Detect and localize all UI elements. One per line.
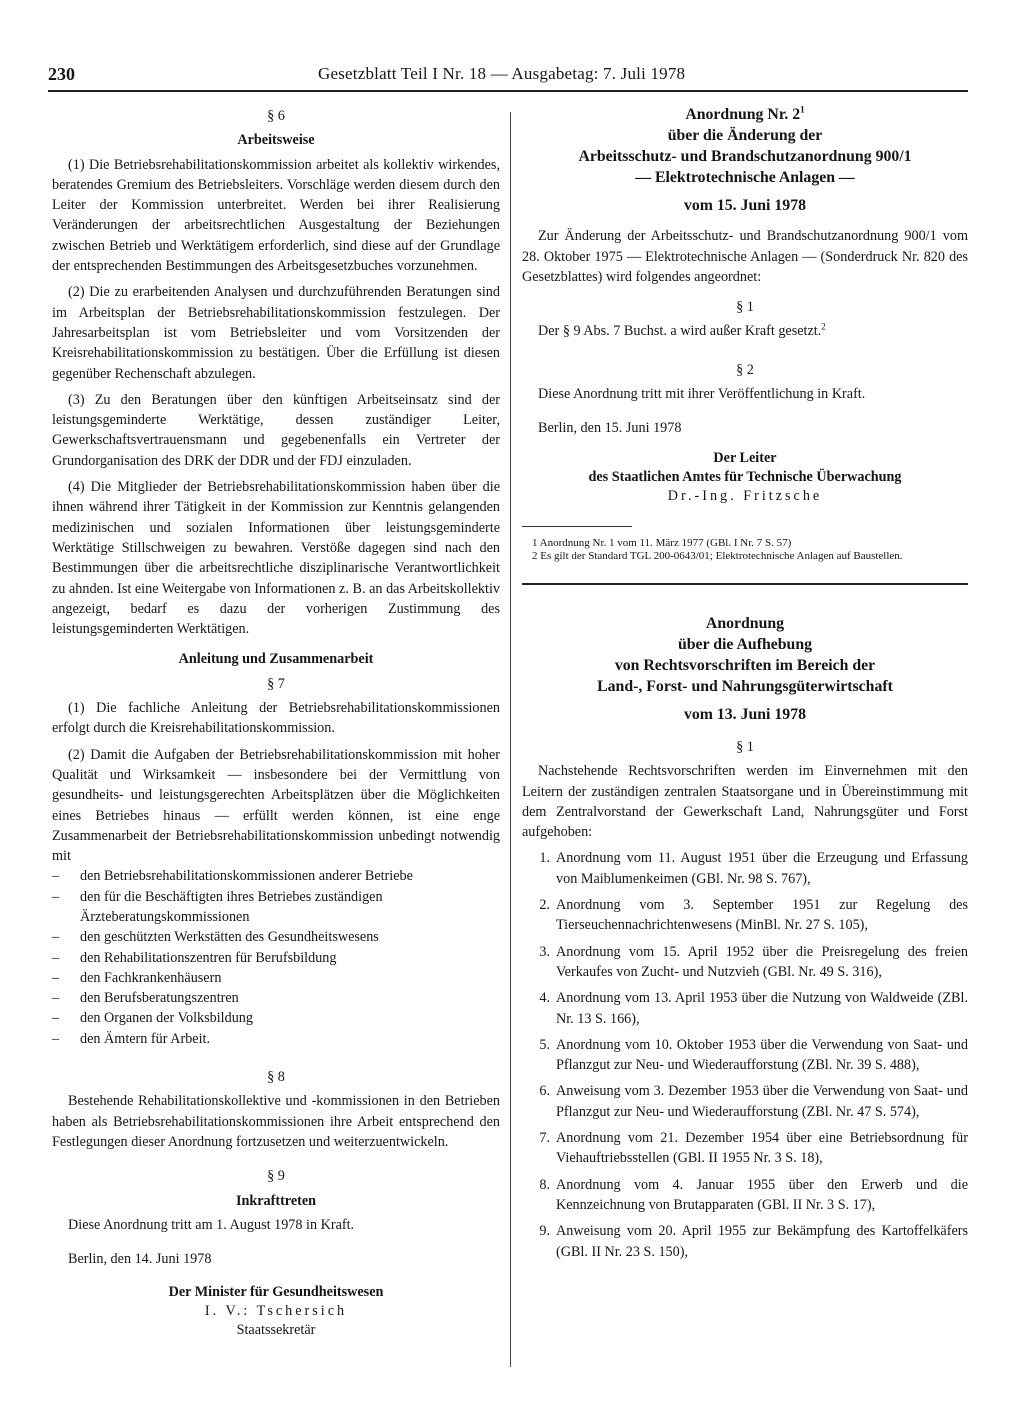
signature-name: I. V.: Tschersich (204, 1303, 348, 1320)
section-8-para-1: Bestehende Rehabilitationskollektive und -kommissionen in den Betrieben haben als Betriebsrehabilitationskommissionen ihre Arbeit entsprechend den Festlegungen dieser Anordnung fortzusetzen und weiterzuentwickeln. (52, 1093, 500, 1150)
section-6-title: Arbeitsweise (237, 132, 315, 149)
footnote-1: 1 Anordnung Nr. 1 vom 11. März 1977 (GBl. I Nr. 7 S. 57) (532, 536, 792, 549)
section-6-para-3: (3) Zu den Beratungen über den künftigen Arbeitseinsatz sind der leistungsgeminderte Werktätige, dessen zuständiger Leiter, Gewerkschaftsvertrauensmann und gegebenenfalls ein Vertreter der Grundorganisation des DRK der DDR und der FDJ einzuladen. (52, 391, 500, 469)
ordinance-2-title-line-2: über die Änderung der (667, 127, 823, 144)
cooperation-list (52, 866, 500, 1049)
list-item: 9. Anweisung vom 20. April 1955 zur Bekämpfung des Kartoffelkäfers (GBl. II Nr. 23 S. 150), (539, 1223, 968, 1260)
section-7-para-1: (1) Die fachliche Anleitung der Betriebsrehabilitationskommissionen erfolgt durch die Kreisrehabilitationskommission. (52, 700, 500, 737)
list-item: – den für die Beschäftigten ihres Betriebes zuständigen Ärzteberatungskommissionen (52, 887, 500, 928)
section-7-number: § 7 (267, 675, 285, 692)
list-item: – den Organen der Volksbildung (52, 1008, 500, 1028)
list-item: – den Fachkrankenhäusern (52, 968, 500, 988)
signature-organisation: Der Minister für Gesundheitswesen (168, 1284, 384, 1301)
running-head: Gesetzblatt Teil I Nr. 18 — Ausgabetag: 7. Juli 1978 (318, 64, 686, 83)
ordinance-3-date: vom 13. Juni 1978 (683, 705, 806, 723)
ordinance-3-title-line-1: Anordnung (705, 614, 785, 632)
list-item: – den Berufsberatungszentren (52, 988, 500, 1008)
ordinance-2-section-1-number: § 1 (736, 299, 754, 316)
section-9-number: § 9 (267, 1168, 285, 1185)
list-item: – den geschützten Werkstätten des Gesundheitswesens (52, 927, 500, 947)
section-divider (522, 583, 968, 585)
ordinance-3-title-line-2: über die Aufhebung (677, 635, 813, 653)
footnote-ref-1: 1 (800, 104, 805, 115)
page-number: 230 (48, 64, 75, 84)
ordinance-2-title (522, 104, 968, 188)
repealed-regulations-list (522, 848, 968, 1261)
ordinance-2-title-line-1: Anordnung Nr. 2 (685, 106, 801, 123)
list-item: 5. Anordnung vom 10. Oktober 1953 über die Verwendung von Saat- und Pflanzgut zur Neu- und Wiederaufforstung (ZBl. Nr. 39 S. 488), (539, 1036, 968, 1074)
list-item: 1. Anordnung vom 11. August 1951 über die Erzeugung und Erfassung von Maiblumenkeimen (GBl. Nr. 98 S. 767), (539, 850, 968, 887)
ordinance-2-section-1-text: Der § 9 Abs. 7 Buchst. a wird außer Kraft gesetzt.$^2$ (538, 321, 826, 340)
ordinance-2-intro: Zur Änderung der Arbeitsschutz- und Brandschutzanordnung 900/1 vom 28. Oktober 1975 — Elektrotechnische Anlagen — (Sonderdruck Nr. 820 des Gesetzblattes) wird folgendes angeordnet: (522, 228, 968, 285)
footnote-ref-2: 2 (821, 321, 826, 332)
ordinance-3-title-line-4: Land-, Forst- und Nahrungsgüterwirtschaft (597, 677, 893, 695)
section-6-number: § 6 (267, 108, 285, 124)
section-6-para-2: (2) Die zu erarbeitenden Analysen und durchzuführenden Beratungen sind im Arbeitsplan der Betriebsrehabilitationskommission festzulegen. Der Jahresarbeitsplan ist vom Betriebsleiter und vom Vorsitzenden der Kreisrehabilitationskommission zu bestätigen. Über die Erfüllung ist diesen gegenüber Rechenschaft abzulegen. (52, 284, 500, 382)
ordinance-2-place-date: Berlin, den 15. Juni 1978 (538, 420, 682, 437)
column-divider (510, 112, 511, 1367)
ordinance-2-title-line-3: Arbeitsschutz- und Brandschutzanordnung 900/1 (578, 148, 912, 165)
section-9-para-1: Diese Anordnung tritt am 1. August 1978 in Kraft. (68, 1216, 355, 1233)
ordinance-3-title-line-3: von Rechtsvorschriften im Bereich der (614, 656, 876, 674)
ordinance-2-signature-line-1: Der Leiter (713, 449, 777, 466)
signature-role: Staatssekretär (236, 1322, 316, 1339)
list-item: 7. Anordnung vom 21. Dezember 1954 über eine Betriebsordnung für Viehauftriebsstellen (GBl. II 1955 Nr. 3 S. 18), (539, 1130, 968, 1167)
list-item: – den Betriebsrehabilitationskommissionen anderer Betriebe (52, 866, 500, 886)
section-7-title: Anleitung und Zusammenarbeit (178, 651, 374, 668)
list-item: 3. Anordnung vom 15. April 1952 über die Preisregelung des freien Verkaufes von Zucht- und Nutzvieh (GBl. Nr. 49 S. 316), (539, 943, 968, 980)
right-column (522, 104, 968, 1268)
ordinance-3-title (522, 613, 968, 697)
section-7-para-2: (2) Damit die Aufgaben der Betriebsrehabilitationskommission mit hoher Qualität und Wirksamkeit — insbesondere bei der Vermittlung von gesundheits- und leistungsgerechten Arbeitsplätzen über die Möglichkeiten eines Betriebes hinaus — erfüllt werden können, ist eine enge Zusammenarbeit der Betriebsrehabilitationskommission unbedingt notwendig mit (52, 746, 500, 865)
place-date: Berlin, den 14. Juni 1978 (68, 1251, 212, 1268)
section-6-para-1: (1) Die Betriebsrehabilitationskommission arbeitet als kollektiv wirkendes, beratendes Gremium des Betriebsleiters. Vorschläge werden diesem durch den Leiter der Kommission unterbreitet. Werden bei ihrer Realisierung Veränderungen der arbeitsrechtlichen Ausgestaltung der Beziehungen zwischen Betrieb und Werktätigem erforderlich, sind diese auf der Grundlage der entsprechenden Bestimmungen des Arbeitsgesetzbuches vorzunehmen. (52, 156, 500, 275)
ordinance-3-intro: Nachstehende Rechtsvorschriften werden im Einvernehmen mit den Leitern der zuständigen zentralen Staatsorgane und in Übereinstimmung mit dem Zentralvorstand der Gewerkschaft Land, Nahrungsgüter und Forst aufgehoben: (522, 763, 968, 841)
ordinance-2-signature-line-2: des Staatlichen Amtes für Technische Überwachung (588, 468, 902, 485)
ordinance-2-section-2-number: § 2 (736, 361, 754, 378)
list-item: 8. Anordnung vom 4. Januar 1955 über den Erwerb und die Kennzeichnung von Brutapparaten (GBl. II Nr. 3 S. 17), (539, 1176, 968, 1213)
page-header (48, 62, 968, 86)
ordinance-2-date: vom 15. Juni 1978 (683, 197, 806, 214)
footnotes (522, 537, 968, 563)
left-column (52, 104, 500, 1340)
header-rule (48, 90, 968, 92)
ordinance-2-signature-name: Dr.-Ing. Fritzsche (667, 487, 823, 504)
ordinance-2-title-line-4: — Elektrotechnische Anlagen — (635, 169, 855, 186)
ordinance-2-section-2-text: Diese Anordnung tritt mit ihrer Veröffentlichung in Kraft. (538, 386, 866, 403)
ordinance-3-section-1-number: § 1 (736, 738, 754, 755)
footnote-2: 2 Es gilt der Standard TGL 200-0643/01; Elektrotechnische Anlagen auf Baustellen. (532, 549, 903, 562)
section-6-para-4: (4) Die Mitglieder der Betriebsrehabilitationskommission haben über die ihnen während ihrer Tätigkeit in der Kommission zur Kenntnis gelangenden medizinischen und sozialen Informationen über leistungsgeminderte Werktätige Stillschweigen zu bewahren. Verstöße dagegen sind nach den Bestimmungen über die arbeitsrechtliche disziplinarische Verantwortlichkeit zu ahnden. Ist eine Weitergabe von Informationen z. B. an das Arbeitskollektiv angezeigt, bedarf es dazu der vorherigen Zustimmung des leistungsgeminderten Werktätigen. (52, 479, 500, 638)
list-item: 2. Anordnung vom 3. September 1951 zur Regelung des Tierseuchennachrichtenwesens (MinBl. Nr. 27 S. 105), (539, 897, 968, 934)
footnote-rule (522, 526, 632, 527)
section-8-number: § 8 (267, 1069, 285, 1086)
section-9-title: Inkrafttreten (235, 1192, 317, 1209)
list-item: 4. Anordnung vom 13. April 1953 über die Nutzung von Waldweide (ZBl. Nr. 13 S. 166), (539, 990, 968, 1027)
list-item: – den Rehabilitationszentren für Berufsbildung (52, 948, 500, 968)
list-item: – den Ämtern für Arbeit. (52, 1029, 500, 1049)
list-item: 6. Anweisung vom 3. Dezember 1953 über die Verwendung von Saat- und Pflanzgut zur Neu- und Wiederaufforstung (ZBl. Nr. 47 S. 574), (539, 1083, 968, 1120)
